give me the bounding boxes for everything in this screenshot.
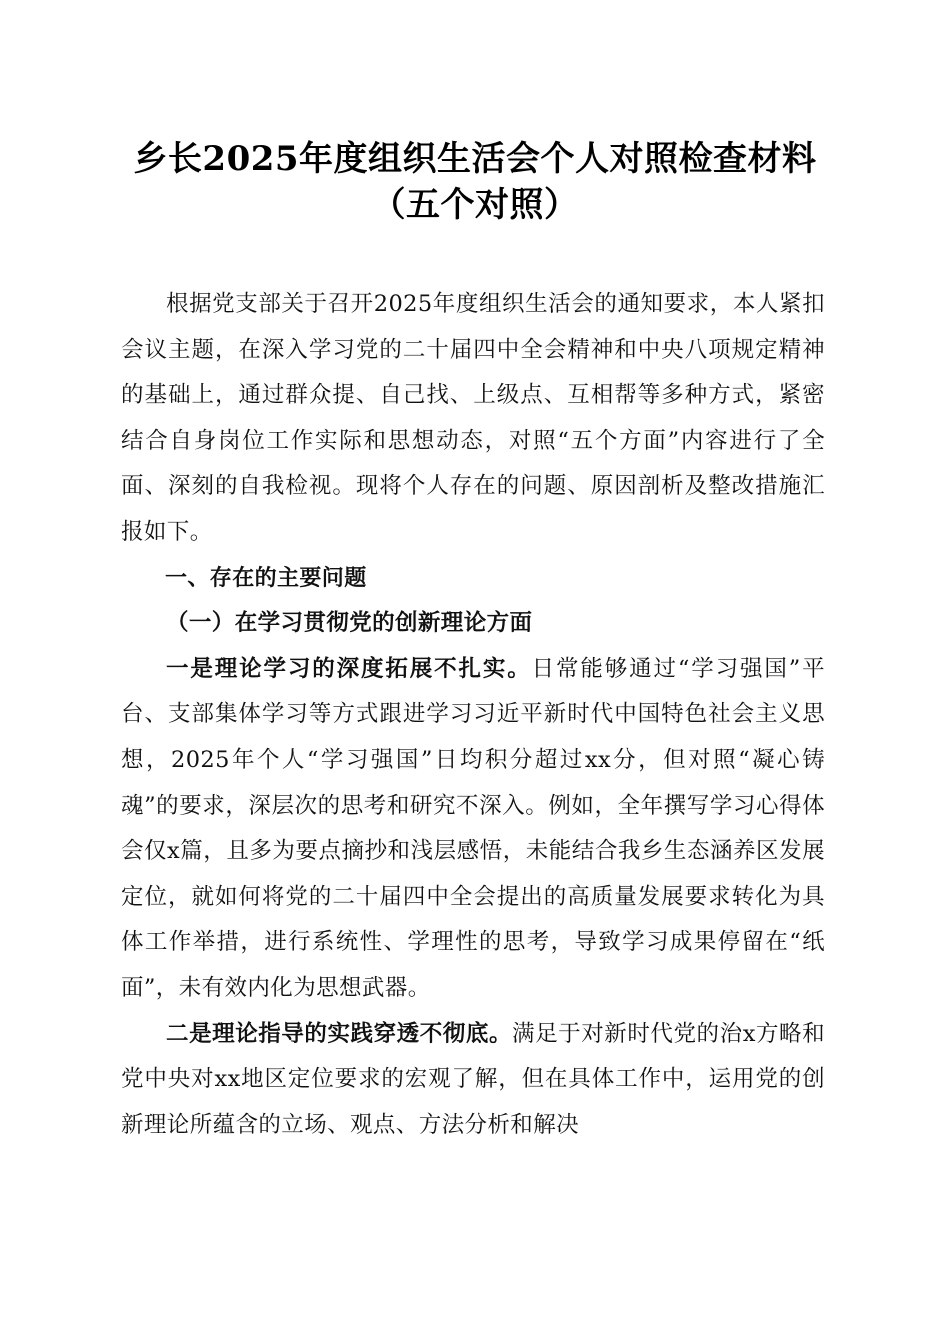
title-line-subtitle: （五个对照） — [371, 185, 579, 225]
point-paragraph-2 — [121, 1012, 825, 1149]
point-2-lead: 二是理论指导的实践穿透不彻底。 — [166, 1020, 513, 1047]
point-1-lead: 一是理论学习的深度拓展不扎实。 — [166, 655, 532, 682]
subsection-heading-theory: （一）在学习贯彻党的创新理论方面 — [166, 610, 533, 637]
document-title — [0, 136, 950, 228]
point-paragraph-1 — [121, 647, 825, 1012]
point-2-body: 满足于对新时代党的治x方略和党中央对xx地区定位要求的宏观了解，但在具体工作中，运用党的创新理论所蕴含的立场、观点、方法分析和解决 — [121, 1020, 825, 1138]
title-line-main: 乡长2025年度组织生活会个人对照检查材料 — [133, 139, 817, 179]
section-heading-problems: 一、存在的主要问题 — [165, 565, 367, 591]
intro-paragraph: 根据党支部关于召开2025年度组织生活会的通知要求，本人紧扣会议主题，在深入学习党的二十届四中全会精神和中央八项规定精神的基础上，通过群众提、自己找、上级点、互相帮等多种方式，紧密结合自身岗位工作实际和思想动态，对照“五个方面”内容进行了全面、深刻的自我检视。现将个人存在的问题、原因剖析及整改措施汇报如下。 — [121, 291, 825, 545]
document-body — [121, 282, 825, 1148]
point-1-body: 日常能够通过“学习强国”平台、支部集体学习等方式跟进学习习近平新时代中国特色社会主义思想，2025年个人“学习强国”日均积分超过xx分，但对照“凝心铸魂”的要求，深层次的思考和研究不深入。例如，全年撰写学习心得体会仅x篇，且多为要点摘抄和浅层感悟，未能结合我乡生态涵养区发展定位，就如何将党的二十届四中全会提出的高质量发展要求转化为具体工作举措，进行系统性、学理性的思考，导致学习成果停留在“纸面”，未有效内化为思想武器。 — [121, 655, 825, 1001]
